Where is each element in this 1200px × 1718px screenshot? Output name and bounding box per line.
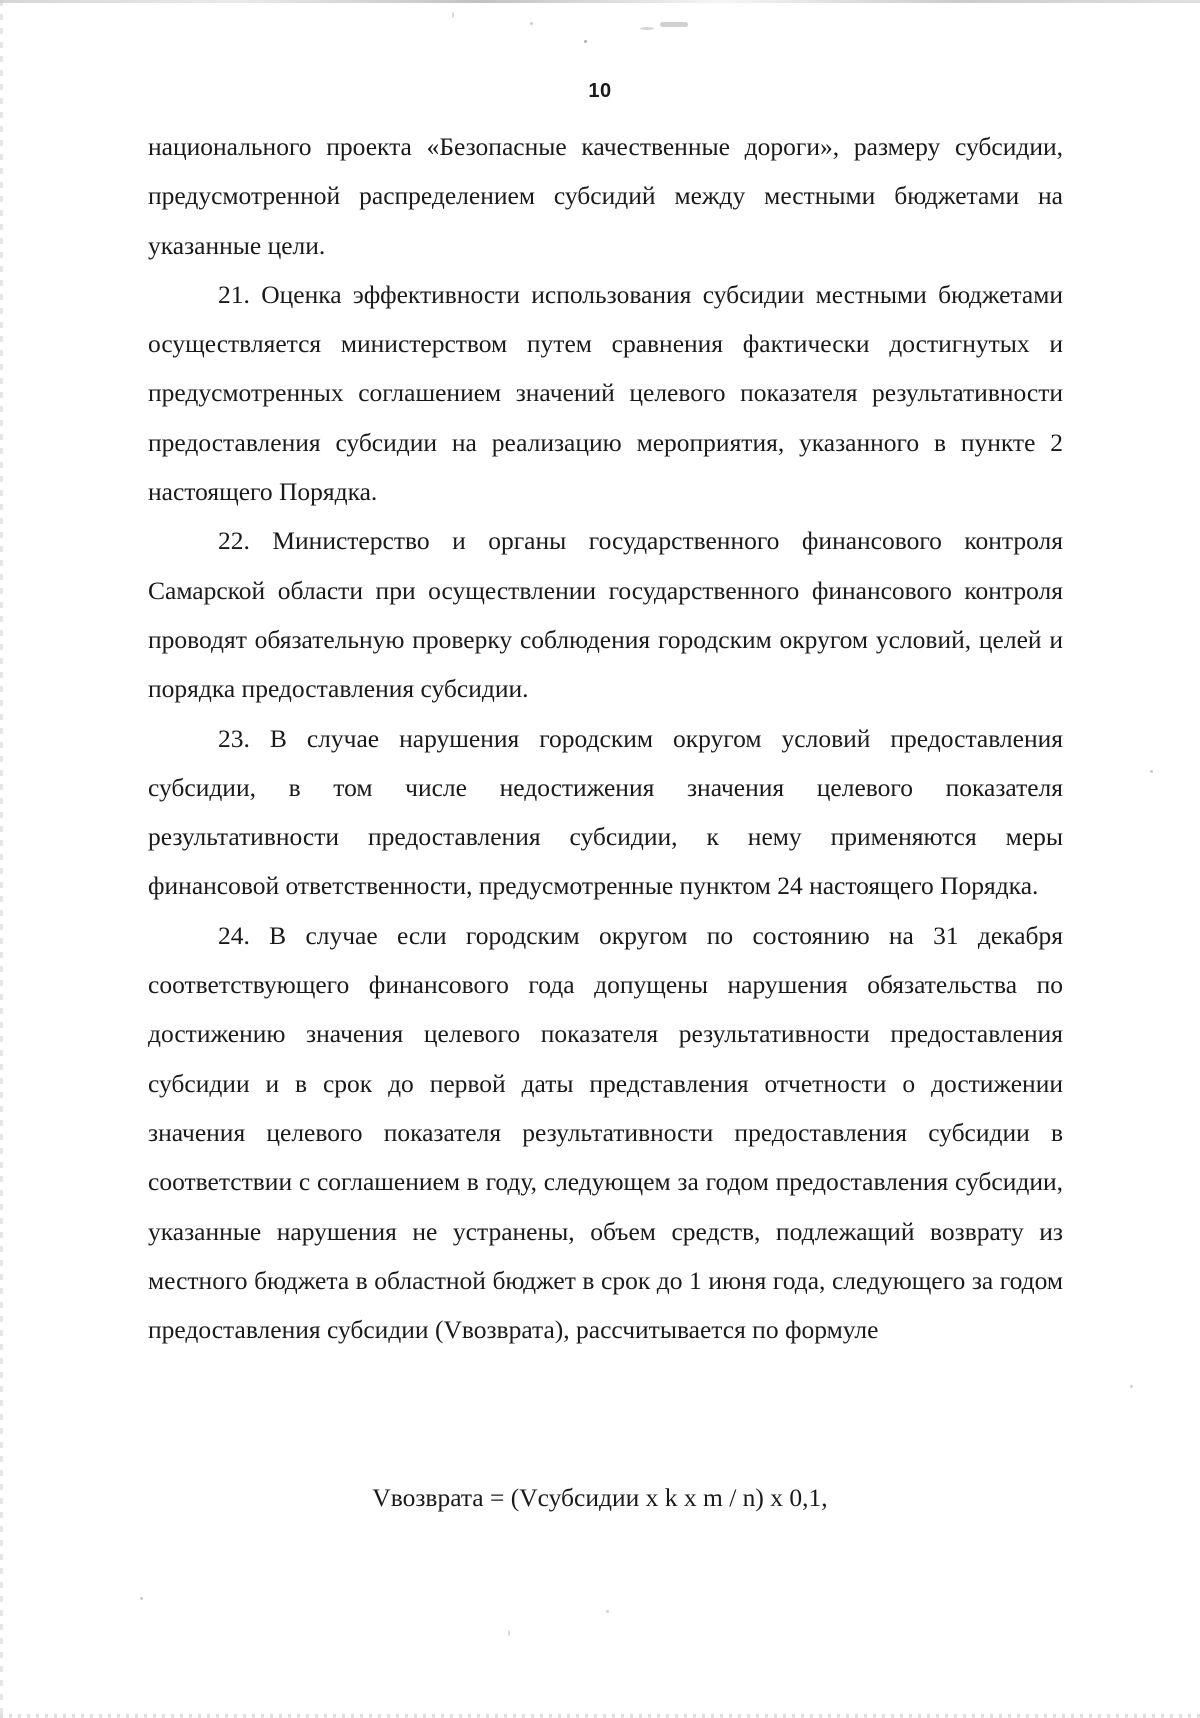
paragraph-21: 21. Оценка эффективности использования субсидии местными бюджетами осуществляется министерством путем сравнения фактически достигнутых и предусмотренных соглашением значений целевого показателя результативности предоставления субсидии на реализацию мероприятия, указанного в пункте 2 настоящего Порядка. <box>148 279 1063 507</box>
page-number: 10 <box>588 80 612 102</box>
scan-speckle <box>530 22 533 25</box>
formula: Vвозврата = (Vсубсидии x k x m / n) x 0,1, <box>372 1483 828 1512</box>
paragraph-24: 24. В случае если городским округом по состоянию на 31 декабря соответствующего финансового года допущены нарушения обязательства по достижению значения целевого показателя результативности предоставления субсидии и в срок до первой даты представления отчетности о достижении значения целевого показателя результативности предоставления субсидии в соответствии с соглашением в году, следующем за годом предоставления субсидии, указанные нарушения не устранены, объем средств, подлежащий возврату из местного бюджета в областной бюджет в срок до 1 июня года, следующего за годом предоставления субсидии (Vвозврата), рассчитывается по формуле <box>148 920 1063 1345</box>
scan-speckle <box>660 22 688 27</box>
scan-edge-bottom <box>0 1714 1200 1718</box>
scan-speckle <box>508 1630 510 1636</box>
scan-edge-top <box>0 0 1200 3</box>
paragraph-continuation: национального проекта «Безопасные качественные дороги», размеру субсидии, предусмотренной распределением субсидий между местными бюджетами на указанные цели. <box>148 132 1063 260</box>
scan-speckle <box>140 1597 143 1600</box>
scan-speckle <box>1150 770 1153 773</box>
scan-speckle <box>640 27 654 30</box>
scan-edge-left <box>0 0 3 1718</box>
scan-speckle <box>452 12 454 18</box>
paragraph-23: 23. В случае нарушения городским округом условий предоставления субсидии, в том числе недостижения значения целевого показателя результативности предоставления субсидии, к нему применяются меры финансовой ответственности, предусмотренные пунктом 24 настоящего Порядка. <box>148 723 1063 901</box>
paragraph-22: 22. Министерство и органы государственного финансового контроля Самарской области при осуществлении государственного финансового контроля проводят обязательную проверку соблюдения городским округом условий, целей и порядка предоставления субсидии. <box>148 526 1063 704</box>
scan-speckle <box>584 40 587 43</box>
scan-speckle <box>606 1610 609 1613</box>
scan-speckle <box>1130 1385 1133 1388</box>
body-text <box>148 122 1063 1354</box>
